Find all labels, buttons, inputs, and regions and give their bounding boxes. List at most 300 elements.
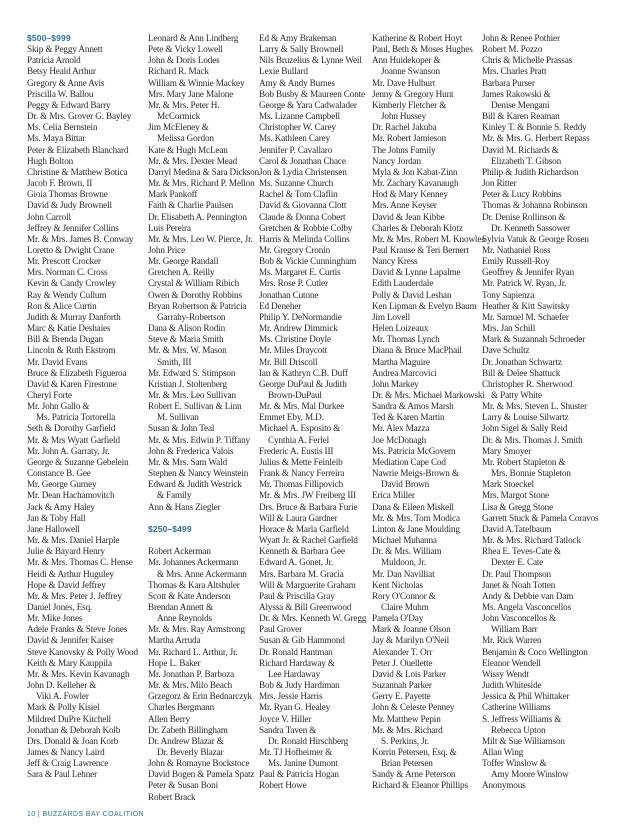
donor-name: David & Lois Parker: [372, 668, 446, 679]
donor-name: Mr. John Gallo &: [27, 401, 90, 412]
donor-name: Lee Hardaway: [268, 668, 321, 679]
donor-name: Sandra & Amos Marsh: [372, 401, 454, 412]
donor-name: Mr. & Mrs. Steven L. Shuster: [482, 401, 588, 412]
donor-name: Myla & Jon Kabat-Zinn: [372, 166, 458, 177]
donor-name: John & Frederica Valois: [148, 445, 234, 456]
donor-name: Mr. Prescott Crocker: [27, 256, 101, 267]
donor-name: Richard R. Mack: [148, 66, 209, 77]
donor-name: Dr. Paul Thompson: [482, 568, 551, 579]
donor-name: Nawrie Meigs-Brown &: [372, 468, 459, 479]
donor-name: John Carroll: [27, 211, 71, 222]
donor-name: Julie & Bayard Henry: [27, 546, 105, 557]
donor-name: Jonathan & Deborah Kolb: [27, 724, 121, 735]
donor-name: Garrett Stuck & Pamela Coravos: [482, 512, 599, 523]
donor-name: S. Jeffress Williams &: [482, 713, 562, 724]
donor-name: Mr. & Mrs. Ray Armstrong: [148, 624, 245, 635]
donor-name: Mr. Nathaniel Ross: [482, 244, 551, 255]
donor-name: Mary Smoyer: [482, 445, 532, 456]
donor-name: Jeffrey & Jennifer Collins: [27, 222, 119, 233]
donor-name: Amy Moore Winslow: [491, 769, 569, 780]
donor-name: Sylvia Vatuk & George Rosen: [482, 233, 589, 244]
donor-name: Eleanor Wendell: [482, 657, 541, 668]
donor-name: Denise Mengani: [491, 99, 550, 110]
donor-name: Mr. & Mrs. Peter H.: [148, 99, 220, 110]
donor-name: Mr. & Mrs. Leo Sullivan: [148, 390, 236, 400]
donor-name: Jane Hallowell: [27, 523, 80, 534]
donor-name: Ms. Suzanne Church: [259, 178, 334, 189]
donor-name: Dr. Jonathan Schwartz: [482, 356, 562, 367]
donor-name: Ed Deneher: [259, 300, 302, 311]
donor-name: Jenny & Gregory Hunt: [372, 88, 454, 99]
donor-name: Mr. & Mrs. Richard P. Mellon: [148, 178, 255, 189]
donor-name: Mr. Gregory Cronin: [259, 244, 331, 255]
donor-name: Mr. George Gurney: [27, 479, 97, 490]
donor-name: Garrahy-Robertson: [157, 311, 226, 322]
donor-name: Kristian J. Stoltenberg: [148, 378, 227, 389]
donor-name: Rebecca Upton: [491, 724, 546, 735]
donor-name: David & Giovanna Clott: [259, 200, 347, 211]
donor-name: Richard Hardaway &: [259, 657, 335, 668]
donor-name: Martha Maguire: [372, 356, 430, 367]
donor-name: Mrs. Charles Pratt: [482, 66, 547, 77]
donor-name: Sandra Taven &: [259, 724, 317, 735]
donor-name: Mark & Joanne Olson: [372, 624, 451, 635]
donor-column-3: [259, 33, 377, 792]
donor-name: Rachel & Tom Claflin: [259, 189, 338, 200]
donor-name: Gretchen & Robbie Colby: [259, 222, 353, 233]
donor-name: Loretto & Dwight Crane: [27, 244, 115, 255]
donor-name: & Family: [157, 490, 192, 501]
donor-name: Mr. Thomas Fillipovich: [259, 479, 344, 490]
donor-name: Ann Huidekoper &: [372, 55, 441, 66]
donor-name: John & Celeste Penney: [372, 702, 455, 713]
donor-name: Mr. Patrick W. Ryan, Jr.: [482, 278, 567, 289]
donor-name: Betsy Heald Arthur: [27, 66, 96, 77]
donor-name: Mr. Zachary Kavanaugh: [372, 178, 459, 189]
donor-column-2: [148, 33, 266, 803]
donor-name: Erica Miller: [372, 490, 415, 501]
donor-name: Darryl Medina & Sara Dickson: [148, 166, 260, 177]
donor-name: James & Nancy Laird: [27, 747, 105, 757]
donor-name: Dr. Zabeth Billingham: [148, 724, 228, 735]
donor-name: David & Karen Firestone: [27, 378, 117, 389]
donor-name: David Bogen & Pamela Spatz: [148, 769, 255, 780]
donor-name: Tony Sapienza: [482, 289, 535, 300]
donor-name: Lisa & Gregg Stone: [482, 501, 554, 512]
donor-name: Drs. Donald & Joan Korb: [27, 735, 119, 746]
donor-name: Horace & Marla Garfield: [259, 523, 349, 534]
donor-name: Mrs. Rose P. Cutler: [259, 278, 328, 289]
donor-name: Hod & Mary Kenney: [372, 189, 448, 200]
donor-name: Mr. Rick Warren: [482, 635, 542, 646]
donor-name: Mr. Mike Jones: [27, 613, 83, 624]
donor-name: Jan & Toby Hall: [27, 512, 86, 523]
donor-name: Linton & Jane Moulding: [372, 523, 460, 534]
donor-name: David A.Tatelbaum: [482, 523, 552, 534]
donor-name: Paul, Beth & Moses Hughes: [372, 44, 473, 55]
donor-name: Dr. Beverly Blazar: [157, 747, 224, 757]
donor-name: Ms. Patricia Tortorella: [36, 412, 116, 423]
donor-name: Mr. Bill Driscoll: [259, 356, 318, 367]
donor-name: Dr. Ronald Hirschberg: [268, 735, 349, 746]
donor-name: Daniel Jones, Esq.: [27, 601, 93, 612]
donor-name: Rory O'Connor &: [372, 590, 436, 601]
donor-name: Mr. Andrew Dimmick: [259, 323, 338, 334]
donor-name: Paul Grover: [259, 624, 303, 635]
donor-name: John & Renee Pothier: [482, 33, 560, 43]
donor-name: Edward & Judith Westrick: [148, 479, 242, 490]
donor-name: Brown-DuPaul: [268, 390, 322, 400]
donor-name: Benjamin & Coco Wellington: [482, 646, 588, 657]
donor-name: Mr. Matthew Pepin: [372, 713, 441, 724]
donor-name: John Sigel & Sally Reid: [482, 423, 568, 434]
donor-name: Edith Lauderdale: [372, 278, 434, 289]
donor-name: Dana & Eileen Miskell: [372, 501, 454, 512]
donor-name: John & Romayne Bockstoce: [148, 758, 250, 769]
donor-name: Will & Laura Gardner: [259, 512, 338, 523]
donor-name: Joyce V. Hiller: [259, 713, 312, 724]
donor-name: Jennifer P. Cavallaro: [259, 144, 333, 155]
donor-name: Ann & Hans Ziegler: [148, 501, 221, 512]
donor-name: David & Judy Brownell: [27, 200, 112, 211]
donor-name: Nils Bruzelius & Lynne Weil: [259, 55, 362, 66]
donor-name: Nancy Kress: [372, 256, 418, 267]
donor-name: Toffer Winslow &: [482, 758, 547, 769]
donor-name: Alyssa & Bill Greenwood: [259, 601, 352, 612]
donor-name: Rhea E. Teves-Cate &: [482, 546, 561, 557]
donor-name: & Patty White: [491, 390, 542, 400]
donor-column-5: [482, 33, 600, 792]
donor-name: Joanne Swanson: [381, 66, 440, 77]
donor-name: Dr. & Mrs. Michael Markowski: [372, 390, 485, 400]
donor-name: Mrs. Jan Schill: [482, 323, 536, 334]
donor-name: Ms. Maya Bittar: [27, 133, 86, 144]
donor-name: Heidi & Arthur Huguley: [27, 568, 114, 579]
donor-name: David & Jean Kibbe: [372, 211, 445, 222]
donor-name: Marc & Katie Deshaies: [27, 323, 111, 334]
donor-name: Charles Bergmann: [148, 702, 215, 713]
donor-name: Jacob F. Brown, II: [27, 178, 93, 189]
donor-name: Allan Wing: [482, 747, 524, 757]
donor-name: Frank & Nancy Ferreira: [259, 468, 345, 479]
donor-name: Mr. George Randall: [148, 256, 219, 267]
donor-name: Dr. & Mrs. William: [372, 546, 442, 557]
donor-name: Emmet Eby, M.D.: [259, 412, 324, 423]
donor-name: Mr. David Evans: [27, 356, 88, 367]
donor-name: Pamela O'Day: [372, 613, 424, 624]
donor-name: Mr. & Mrs. Robert M. Knowles: [372, 233, 485, 244]
donor-name: Mildred DuPre Kitchell: [27, 713, 111, 724]
donor-name: Mark & Suzannah Schroeder: [482, 334, 586, 345]
donor-name: Brendan Annett &: [148, 601, 213, 612]
donor-name: Cynthia A. Ferlel: [268, 434, 329, 445]
page-footer: 10 | BUZZARDS BAY COALITION: [27, 811, 144, 818]
donor-name: Ms. Christine Doyle: [259, 334, 331, 345]
donor-name: Mark Pankoff: [148, 189, 198, 200]
donor-name: Mr. Dean Hachamovitch: [27, 490, 115, 501]
donor-name: The Johns Family: [372, 144, 436, 155]
donor-name: Mark & Polly Kisiel: [27, 702, 100, 713]
donor-name: Sandy & Arne Peterson: [372, 769, 456, 780]
donor-name: Mr. Ryan G. Healey: [259, 702, 331, 713]
donor-name: Claire Muhm: [381, 601, 429, 612]
donor-name: Will & Marguerite Graham: [259, 579, 356, 590]
donor-name: Emily Russell-Roy: [482, 256, 550, 267]
donor-name: Larry & Sally Brownell: [259, 44, 344, 55]
donor-name: Constance B. Gee: [27, 468, 91, 479]
donor-name: David M. Richards &: [482, 144, 559, 155]
donor-name: Drs. Bruce & Barbara Furie: [259, 501, 358, 512]
donor-name: Scott & Kate Anderson: [148, 590, 231, 601]
donor-name: Elizabeth T. Gibson: [491, 155, 562, 166]
donor-name: Ms. Celia Bernstein: [27, 122, 98, 133]
donor-name: Michael Muhanna: [372, 535, 437, 546]
donor-name: Gregory & Anne Avis: [27, 77, 105, 88]
donor-name: Mr. & Mrs. Mal Durkee: [259, 401, 345, 412]
donor-column-4: [372, 33, 490, 792]
donor-name: Philip & Judith Richardson: [482, 166, 579, 177]
donor-name: M. Sullivan: [157, 412, 199, 423]
donor-name: Larry & Louise Silwartz: [482, 412, 569, 423]
donor-name: Melissa Gordon: [157, 133, 214, 144]
donor-name: Mr. Samuel M. Schaefer: [482, 311, 569, 322]
donor-name: Leonard & Ann Lindberg: [148, 33, 239, 43]
donor-name: John Hussey: [381, 111, 427, 122]
donor-name: Grzegorz & Erin Bednarczyk: [148, 691, 253, 702]
donor-name: Janet & Noah Totten: [482, 579, 556, 590]
spacer: [148, 535, 266, 546]
donor-name: Mr. Dan Navilliat: [372, 568, 435, 579]
donor-name: Bill & Karen Reaman: [482, 111, 560, 122]
donor-name: Bill & Delee Shattuck: [482, 367, 561, 378]
donor-name: Dr. & Mrs. Thomas J. Smith: [482, 434, 583, 445]
donor-name: Mr. & Mrs. Kevin Kavanagh: [27, 668, 130, 679]
donor-name: Frederic A. Eustis III: [259, 445, 334, 456]
donor-name: Mr. & Mrs. JW Freiberg III: [259, 490, 357, 501]
donor-name: Ed & Amy Brakeman: [259, 33, 337, 43]
donor-name: George & Suzanne Gebelein: [27, 456, 129, 467]
donor-name: Mr. & Mrs. Milo Beach: [148, 680, 233, 691]
donor-name: Judith Whiteside: [482, 680, 542, 691]
donor-name: Dr. & Mrs. Kenneth W. Gregg: [259, 613, 367, 624]
donor-name: Priscilla W. Ballou: [27, 88, 94, 99]
donor-name: Viki A. Fowler: [36, 691, 89, 702]
donor-name: Peter J. Ouellette: [372, 657, 433, 668]
donor-name: Peter & Susan Boni: [148, 780, 219, 791]
donor-name: Charles & Deborah Klotz: [372, 222, 463, 233]
donor-name: Mr. Jonathan P. Barboza: [148, 668, 235, 679]
donor-name: Susan & John Teal: [148, 423, 215, 434]
donor-name: Susan & Gib Hammond: [259, 635, 345, 646]
donor-name: Julius & Mette Feinleib: [259, 456, 343, 467]
donor-name: Adele Franks & Steve Jones: [27, 624, 128, 635]
donor-name: Stephen & Nancy Weinstein: [148, 468, 249, 479]
donor-name: Robert E. Sullivan & Linn: [148, 401, 242, 412]
donor-name: Gioia Thomas Browne: [27, 189, 108, 200]
donor-name: Dr. Denise Rollinson &: [482, 211, 566, 222]
donor-name: Mr. & Mrs. Thomas C. Hense: [27, 557, 133, 568]
donor-name: Kent Nicholas: [372, 579, 423, 590]
donor-name: Jon & Lydia Christensen: [259, 166, 347, 177]
donor-name: Mr. & Mrs. Daniel Harple: [27, 535, 120, 546]
donor-name: Jeff & Craig Lawrence: [27, 758, 109, 769]
donor-name: Wissy Wendt: [482, 668, 529, 679]
donor-name: Jack & Amy Haley: [27, 501, 95, 512]
donor-name: S. Perkins, Jr.: [381, 735, 430, 746]
donor-name: George & Yara Cadwalader: [259, 99, 357, 110]
donor-name: Kate & Hugh McLean: [148, 144, 228, 155]
donor-name: Mr. & Mrs. Leo W. Pierce, Jr.: [148, 233, 253, 244]
donor-name: Mr. & Mrs. Edwin P. Tiffany: [148, 434, 250, 445]
donor-name: Peggy & Edward Barry: [27, 99, 111, 110]
donor-name: John & Doris Lodes: [148, 55, 220, 66]
donor-name: Keith & Mary Kauppila: [27, 657, 112, 668]
donor-name: Mediation Cape Cod: [372, 456, 446, 467]
donor-name: Luis Pereira: [148, 222, 191, 233]
donor-name: Thomas & Johanna Robinson: [482, 200, 588, 211]
donor-name: Hope & David Jeffrey: [27, 579, 106, 590]
donor-name: Mr. Dave Hulburt: [372, 77, 436, 88]
donor-column-1: [27, 33, 145, 780]
donor-name: Bill & Brenda Dugan: [27, 334, 103, 345]
donor-name: Mark Stoeckel: [482, 479, 534, 490]
donor-name: Philip Y. DeNormandie: [259, 311, 342, 322]
donor-name: Robert Howe: [259, 780, 307, 791]
donor-name: Hope L. Baker: [148, 657, 201, 668]
donor-name: Brian Petersen: [381, 758, 433, 769]
donor-name: Dr. Andrew Blazar &: [148, 735, 224, 746]
donor-name: Kenneth & Barbara Gee: [259, 546, 345, 557]
donor-name: David Brown: [381, 479, 430, 490]
donor-name: Robert Ackerman: [148, 546, 211, 557]
donor-name: Bryan Robertson & Patricia: [148, 300, 247, 311]
donor-name: & Mrs. Anne Ackermann: [157, 568, 247, 579]
donor-name: Mr. Miles Draycott: [259, 345, 327, 356]
donor-name: Dexter E. Cate: [491, 557, 544, 568]
donor-name: Kinley T. & Bonnie S. Reddy: [482, 122, 587, 133]
donor-name: Mr. Thomas Lynch: [372, 334, 440, 345]
donor-name: Steve & Maria Smith: [148, 334, 224, 345]
donor-name: Mr. & Mrs. Richard: [372, 724, 443, 735]
donor-name: Patricia Arnold: [27, 55, 81, 66]
donor-name: Dana & Alison Rodin: [148, 323, 226, 334]
donor-name: Bob Busby & Maureen Conte: [259, 88, 365, 99]
donor-name: Edward A. Gonet, Jr.: [259, 557, 334, 568]
donor-name: Ms. Lizanne Campbell: [259, 111, 340, 122]
donor-name: Lexie Bullard: [259, 66, 308, 77]
donor-name: Jonathan Cutone: [259, 289, 319, 300]
donor-name: Anne Reynolds: [157, 613, 212, 624]
donor-name: Steve Kanovsky & Polly Wood: [27, 646, 138, 657]
donor-name: Andrea Marcovici: [372, 367, 437, 378]
donor-name: James Rakowski &: [482, 88, 551, 99]
donor-name: Michael A. Esposito &: [259, 423, 341, 434]
donor-name: Seth & Dorothy Garfield: [27, 423, 116, 434]
donor-name: Lincoln & Ruth Ekstrom: [27, 345, 116, 356]
donor-name: Paul & Patricia Hogan: [259, 769, 339, 780]
donor-name: Hugh Bolton: [27, 155, 74, 166]
donor-name: William & Winnie Mackey: [148, 77, 245, 88]
donor-name: Judith & Murray Danforth: [27, 311, 121, 322]
donor-name: Jay & Marilyn O'Neil: [372, 635, 449, 646]
donor-name: Dr. & Mrs. Grover G. Bayley: [27, 111, 132, 122]
donor-name: Amy & Andy Burnes: [259, 77, 335, 88]
donor-name: Ian & Kathryn C.B. Duff: [259, 367, 348, 378]
donor-name: Heather & Kitt Sawitsky: [482, 300, 570, 311]
donor-name: Smith, III: [157, 356, 192, 367]
donor-name: Ted & Karen Martin: [372, 412, 445, 423]
donor-name: Ray & Wendy Cullum: [27, 289, 107, 300]
donor-name: Mr. & Mrs. Sam Wald: [148, 456, 227, 467]
donor-name: Robert M. Pozzo: [482, 44, 543, 55]
donor-name: Gerry E. Payette: [372, 691, 431, 702]
donor-name: Mrs. Margot Stone: [482, 490, 549, 501]
donor-name: Christopher W. Carey: [259, 122, 336, 133]
donor-name: Pete & Vicky Lowell: [148, 44, 223, 55]
donor-name: Ms. Margaret E. Curtis: [259, 267, 341, 278]
donor-name: Dr. Rachel Jakuba: [372, 122, 437, 133]
donor-name: Mr. Robert Stapleton &: [482, 456, 566, 467]
donor-name: Joe McDonagh: [372, 434, 427, 445]
gift-level-heading: $500–$999: [27, 33, 71, 43]
donor-name: Gretchen A. Reilly: [148, 267, 215, 278]
donor-name: Muldoon, Jr.: [381, 557, 426, 568]
donor-name: Allen Berry: [148, 713, 190, 724]
donor-name: Ken Lipman & Evelyn Baum: [372, 300, 477, 311]
donor-name: Peter & Lucy Robbins: [482, 189, 562, 200]
donor-name: Mrs. Mary Jane Malone: [148, 88, 234, 99]
donor-name: Alexander T. Orr: [372, 646, 433, 657]
donor-name: Mr. Johannes Ackermann: [148, 557, 239, 568]
donor-name: Dave Schultz: [482, 345, 530, 356]
donor-name: Bruce & Elizabeth Figueroa: [27, 367, 127, 378]
donor-name: Mrs. Barbara M. Gracia: [259, 568, 344, 579]
donor-name: Nancy Jordan: [372, 155, 421, 166]
donor-name: Mr. Edward S. Stimpson: [148, 367, 236, 378]
donor-name: Korrin Petersen, Esq. &: [372, 747, 457, 757]
donor-name: George DuPaul & Judith: [259, 378, 347, 389]
donor-name: Mr. & Mrs Wyatt Garfield: [27, 434, 120, 445]
donor-name: Robert Brack: [148, 791, 196, 802]
donor-name: Christopher R. Sherwood: [482, 378, 573, 389]
donor-name: Dr. Kenneth Sassower: [491, 222, 570, 233]
donor-name: Richard & Eleanor Phillips: [372, 780, 468, 791]
donor-name: Dr. Ronald Hantman: [259, 646, 333, 657]
donor-name: Helen Loizeaux: [372, 323, 429, 334]
donor-name: John Markey: [372, 378, 419, 389]
donor-name: Carol & Jonathan Chace: [259, 155, 346, 166]
donor-name: Mrs. Jessie Harris: [259, 691, 323, 702]
donor-name: Thomas & Kara Altshuler: [148, 579, 240, 590]
donor-name: David & Jennifer Kaiser: [27, 635, 114, 646]
donor-name: McCormick: [157, 111, 201, 122]
donor-name: Ron & Alice Curtin: [27, 300, 97, 311]
donor-name: Ms. Janine Dumont: [268, 758, 338, 769]
donor-name: William Barr: [491, 624, 538, 635]
donor-name: Andy & Debbie van Dam: [482, 590, 574, 601]
donor-name: Mr. & Mrs. G. Herbert Repass: [482, 133, 590, 144]
donor-name: Jessica & Phil Whittaker: [482, 691, 570, 702]
donor-name: Sara & Paul Lehner: [27, 769, 98, 780]
donor-name: Mr. & Mrs. Richard Tatlock: [482, 535, 581, 546]
donor-name: Paul Krause & Teri Bernert: [372, 244, 469, 255]
donor-name: Dr. Elisabeth A. Pennington: [148, 211, 247, 222]
donor-name: Crystal & William Ribich: [148, 278, 240, 289]
donor-name: Kevin & Candy Crowley: [27, 278, 116, 289]
donor-name: Ms. Angela Vasconcellos: [482, 601, 572, 612]
donor-name: Mr. & Mrs. Tom Modica: [372, 512, 460, 523]
donor-name: Jon Ritter: [482, 178, 517, 189]
